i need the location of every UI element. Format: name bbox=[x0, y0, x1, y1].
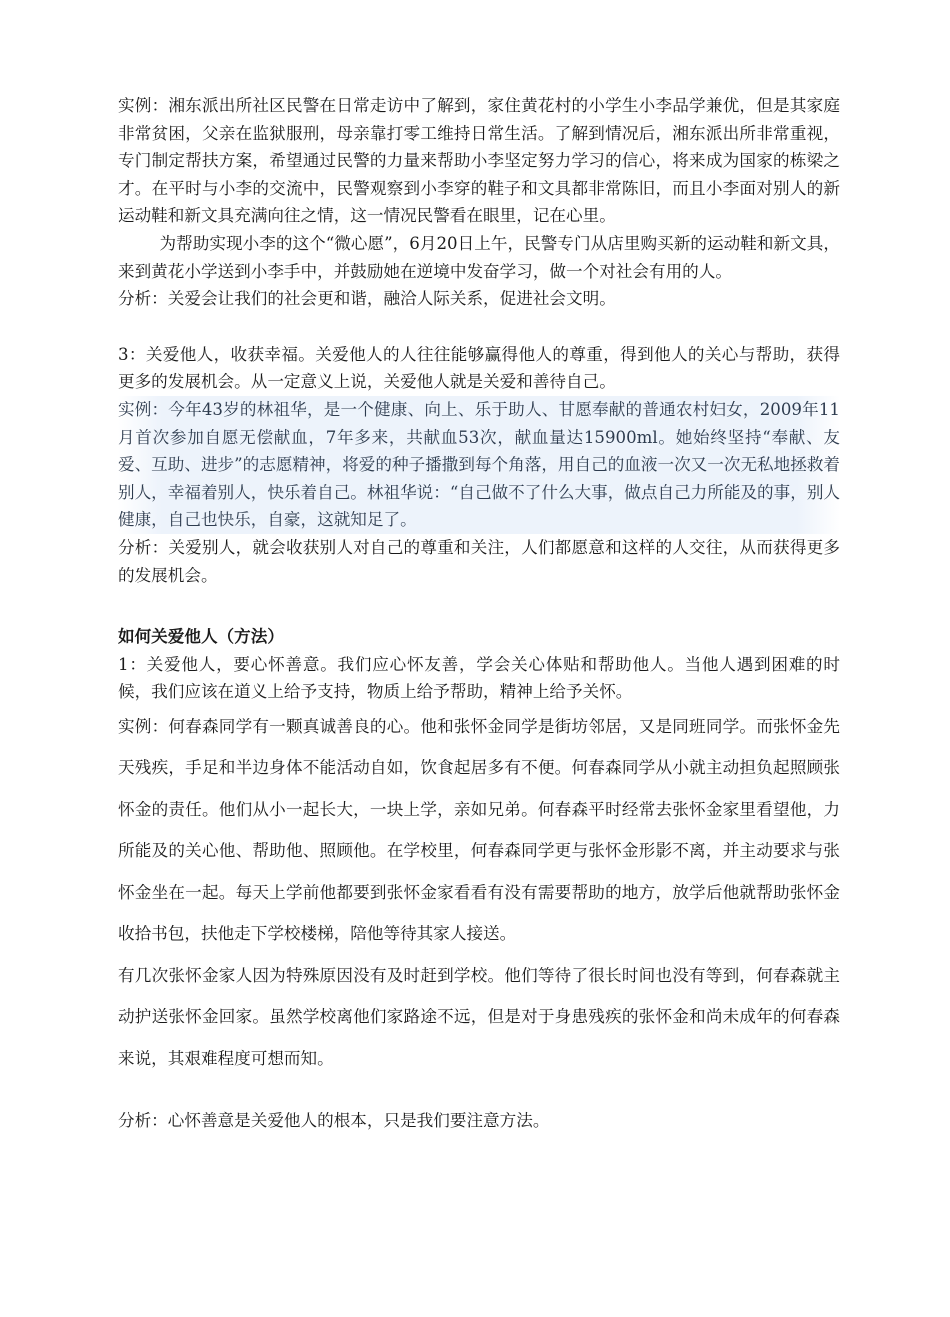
paragraph-gap bbox=[118, 1079, 840, 1107]
example-he-chunsen-continuation: 有几次张怀金家人因为特殊原因没有及时赶到学校。他们等待了很长时间也没有等到，何春森就主动护送张怀金回家。虽然学校离他们家路途不远，但是对于身患残疾的张怀金和尚未成年的何春森来说，其艰难程度可想而知。 bbox=[118, 965, 840, 1068]
example-xiangdong-continuation: 为帮助实现小李的这个“微心愿”，6月20日上午，民警专门从店里购买新的运动鞋和新文具，来到黄花小学送到小李手中，并鼓励她在逆境中发奋学习，做一个对社会有用的人。 bbox=[118, 233, 840, 281]
point-caring-happiness: 3：关爱他人，收获幸福。关爱他人的人往往能够赢得他人的尊重，得到他人的关心与帮助，获得更多的发展机会。从一定意义上说，关爱他人就是关爱和善待自己。 bbox=[118, 344, 840, 392]
document-page bbox=[118, 92, 840, 1135]
analysis-harmony: 分析：关爱会让我们的社会更和谐，融洽人际关系，促进社会文明。 bbox=[118, 289, 616, 309]
analysis-kindness: 分析：心怀善意是关爱他人的根本，只是我们要注意方法。 bbox=[118, 1111, 550, 1131]
analysis-respect: 分析：关爱别人，就会收获别人对自己的尊重和关注，人们都愿意和这样的人交往，从而获得更多的发展机会。 bbox=[118, 537, 840, 585]
example-he-chunsen: 实例：何春森同学有一颗真诚善良的心。他和张怀金同学是街坊邻居，又是同班同学。而张怀金先天残疾，手足和半边身体不能活动自如，饮食起居多有不便。何春森同学从小就主动担负起照顾张怀金的责任。他们从小一起长大，一块上学，亲如兄弟。何春森平时经常去张怀金家里看望他，力所能及的关心他、帮助他、照顾他。在学校里，何春森同学更与张怀金形影不离，并主动要求与张怀金坐在一起。每天上学前他都要到张怀金家看看有没有需要帮助的地方，放学后他就帮助张怀金收拾书包，扶他走下学校楼梯，陪他等待其家人接送。 bbox=[118, 716, 840, 944]
example-lin-zuhua: 实例：今年43岁的林祖华，是一个健康、向上、乐于助人、甘愿奉献的普通农村妇女，2009年11月首次参加自愿无偿献血，7年多来，共献血53次，献血量达15900ml。她始终坚持“奉献、友爱、互助、进步”的志愿精神，将爱的种子播撒到每个角落，用自己的血液一次又一次无私地拯救着别人，幸福着别人，快乐着自己。林祖华说：“自己做不了什么大事，做点自己力所能及的事，别人健康，自己也快乐，自豪，这就知足了。 bbox=[118, 396, 840, 534]
example-xiangdong: 实例：湘东派出所社区民警在日常走访中了解到，家住黄花村的小学生小李品学兼优，但是其家庭非常贫困，父亲在监狱服刑，母亲靠打零工维持日常生活。了解到情况后，湘东派出所非常重视，专门制定帮扶方案，希望通过民警的力量来帮助小李坚定努力学习的信心，将来成为国家的栋梁之才。在平时与小李的交流中，民警观察到小李穿的鞋子和文具都非常陈旧，而且小李面对别人的新运动鞋和新文具充满向往之情，这一情况民警看在眼里，记在心里。 bbox=[118, 96, 840, 226]
section-heading-methods: 如何关爱他人（方法） bbox=[118, 626, 284, 647]
paragraph-gap bbox=[118, 589, 840, 623]
point-kindness: 1：关爱他人，要心怀善意。我们应心怀友善，学会关心体贴和帮助他人。当他人遇到困难的时候，我们应该在道义上给予支持，物质上给予帮助，精神上给予关怀。 bbox=[118, 654, 840, 702]
paragraph-gap bbox=[118, 313, 840, 341]
